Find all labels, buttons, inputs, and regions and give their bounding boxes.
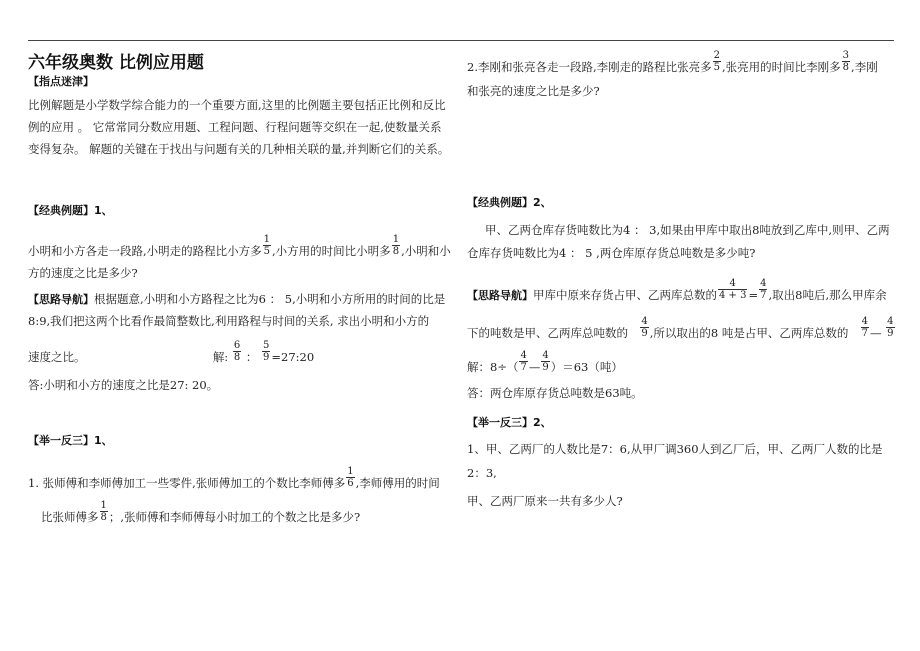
fraction: $\frac{4}{9}$	[641, 315, 648, 339]
fraction: $\frac{4}{7}$	[520, 349, 527, 373]
section-practice-1-heading: 【举一反三】1、	[28, 434, 113, 447]
think-2-line1	[467, 277, 887, 308]
fraction: $\frac{2}{5}$	[713, 49, 721, 73]
practice-2-line3: 甲、乙两厂原来一共有多少人?	[467, 494, 623, 508]
guide-paragraph	[28, 94, 468, 160]
practice-1-question-line2	[41, 499, 361, 530]
solution-text: 解：8÷（	[467, 360, 519, 374]
think-label: 【思路导航】	[28, 293, 94, 306]
solution-result: =27:20	[271, 350, 315, 364]
header-rule	[28, 40, 894, 41]
section-example-2-heading: 【经典例题】2、	[467, 196, 552, 209]
think-2-line2	[467, 315, 896, 346]
fraction: $\frac{4}{7}$	[861, 315, 869, 339]
fraction: $\frac{1}{8}$	[100, 499, 107, 523]
guide-line: 例的应用 。 它常常同分数应用题、工程问题、行程问题等交织在一起,使数量关系	[28, 120, 442, 134]
practice-1-question-2-line2: 和张亮的速度之比是多少?	[467, 84, 600, 98]
practice-2-line1: 1、甲、乙两厂的人数比是7：6,从甲厂调360人到乙厂后，甲、乙两厂人数的比是	[467, 442, 883, 456]
think-1-line3	[28, 339, 315, 370]
solution-label: 解:	[212, 350, 229, 364]
think-2-text: 下的吨数是甲、乙两库总吨数的	[467, 326, 628, 340]
practice-text: ,张亮用的时间比李刚多	[722, 60, 841, 74]
think-1-text: 速度之比。	[28, 350, 86, 364]
think-1-line1	[28, 288, 445, 311]
equals: =	[748, 288, 759, 302]
section-practice-2-heading: 【举一反三】2、	[467, 416, 552, 429]
practice-text: ,李刚	[851, 60, 878, 74]
practice-2-line2: 2：3,	[467, 466, 497, 480]
minus-sign: —	[528, 360, 541, 374]
fraction: $\frac{4}{7}$	[760, 277, 767, 301]
solution-text: ）＝63（吨）	[550, 360, 623, 374]
fraction: $\frac{1}{6}$	[347, 465, 354, 489]
page-title: 六年级奥数 比例应用题	[28, 53, 204, 73]
practice-1-text: ；,张师傅和李师傅每小时加工的个数之比是多少?	[108, 510, 361, 524]
minus-sign: —	[870, 326, 882, 340]
think-label: 【思路导航】	[467, 289, 533, 302]
example-1-text: ,小明和小	[401, 244, 451, 258]
example-2-line1: 甲、乙两仓库存货吨数比为4 ： 3,如果由甲库中取出8吨放到乙库中,则甲、乙两	[485, 223, 890, 237]
guide-line: 变得复杂。 解题的关键在于找出与问题有关的几种相关联的量,并判断它们的关系。	[28, 142, 450, 156]
fraction: $\frac{4}{9}$	[542, 349, 549, 373]
guide-line: 比例解题是小学数学综合能力的一个重要方面,这里的比例题主要包括正比例和反比	[28, 98, 446, 112]
section-guide-heading: 【指点迷津】	[28, 75, 94, 88]
example-1-question	[28, 233, 451, 264]
think-1-text: 根据题意,小明和小方路程之比为6 ： 5,小明和小方所用的时间的比是	[94, 292, 446, 306]
section-example-1-heading: 【经典例题】1、	[28, 204, 113, 217]
practice-1-text: 比张师傅多	[41, 510, 99, 524]
example-2-line2: 仓库存货吨数比为4 ： 5 ,两仓库原存货总吨数是多少吨?	[467, 246, 756, 260]
practice-1-text: ,李师傅用的时间	[355, 476, 440, 490]
fraction: $\frac{4}{9}$	[887, 315, 894, 339]
fraction: $\frac{4}{4 + 3}$	[719, 277, 747, 301]
answer-1: 答:小明和小方的速度之比是27: 20。	[28, 378, 219, 392]
fraction: $\frac{1}{5}$	[263, 233, 271, 257]
example-1-text: ,小方用的时间比小明多	[272, 244, 391, 258]
practice-1-text: 1. 张师傅和李师傅加工一些零件,张师傅加工的个数比李师傅多	[28, 476, 346, 490]
solution-2	[467, 349, 623, 380]
fraction: $\frac{6}{8}$	[233, 339, 241, 363]
practice-1-question-2	[467, 49, 878, 80]
example-1-question-line2: 方的速度之比是多少?	[28, 266, 138, 280]
think-2-text: 甲库中原来存货占甲、乙两库总数的	[533, 288, 717, 302]
fraction: $\frac{5}{9}$	[263, 339, 270, 363]
practice-text: 2.李刚和张亮各走一段路,李刚走的路程比张亮多	[467, 60, 712, 74]
fraction: $\frac{1}{8}$	[392, 233, 400, 257]
think-1-line2: 8:9,我们把这两个比看作最简整数比,利用路程与时间的关系, 求出小明和小方的	[28, 314, 430, 328]
ratio-colon: ：	[245, 350, 258, 364]
practice-1-question	[28, 465, 440, 496]
think-2-text: ,取出8吨后,那么甲库余	[768, 288, 887, 302]
answer-2: 答：两仓库原存货总吨数是63吨。	[467, 386, 643, 400]
fraction: $\frac{3}{8}$	[842, 49, 850, 73]
think-2-text: ,所以取出的8 吨是占甲、乙两库总数的	[649, 326, 849, 340]
example-1-text: 小明和小方各走一段路,小明走的路程比小方多	[28, 244, 262, 258]
